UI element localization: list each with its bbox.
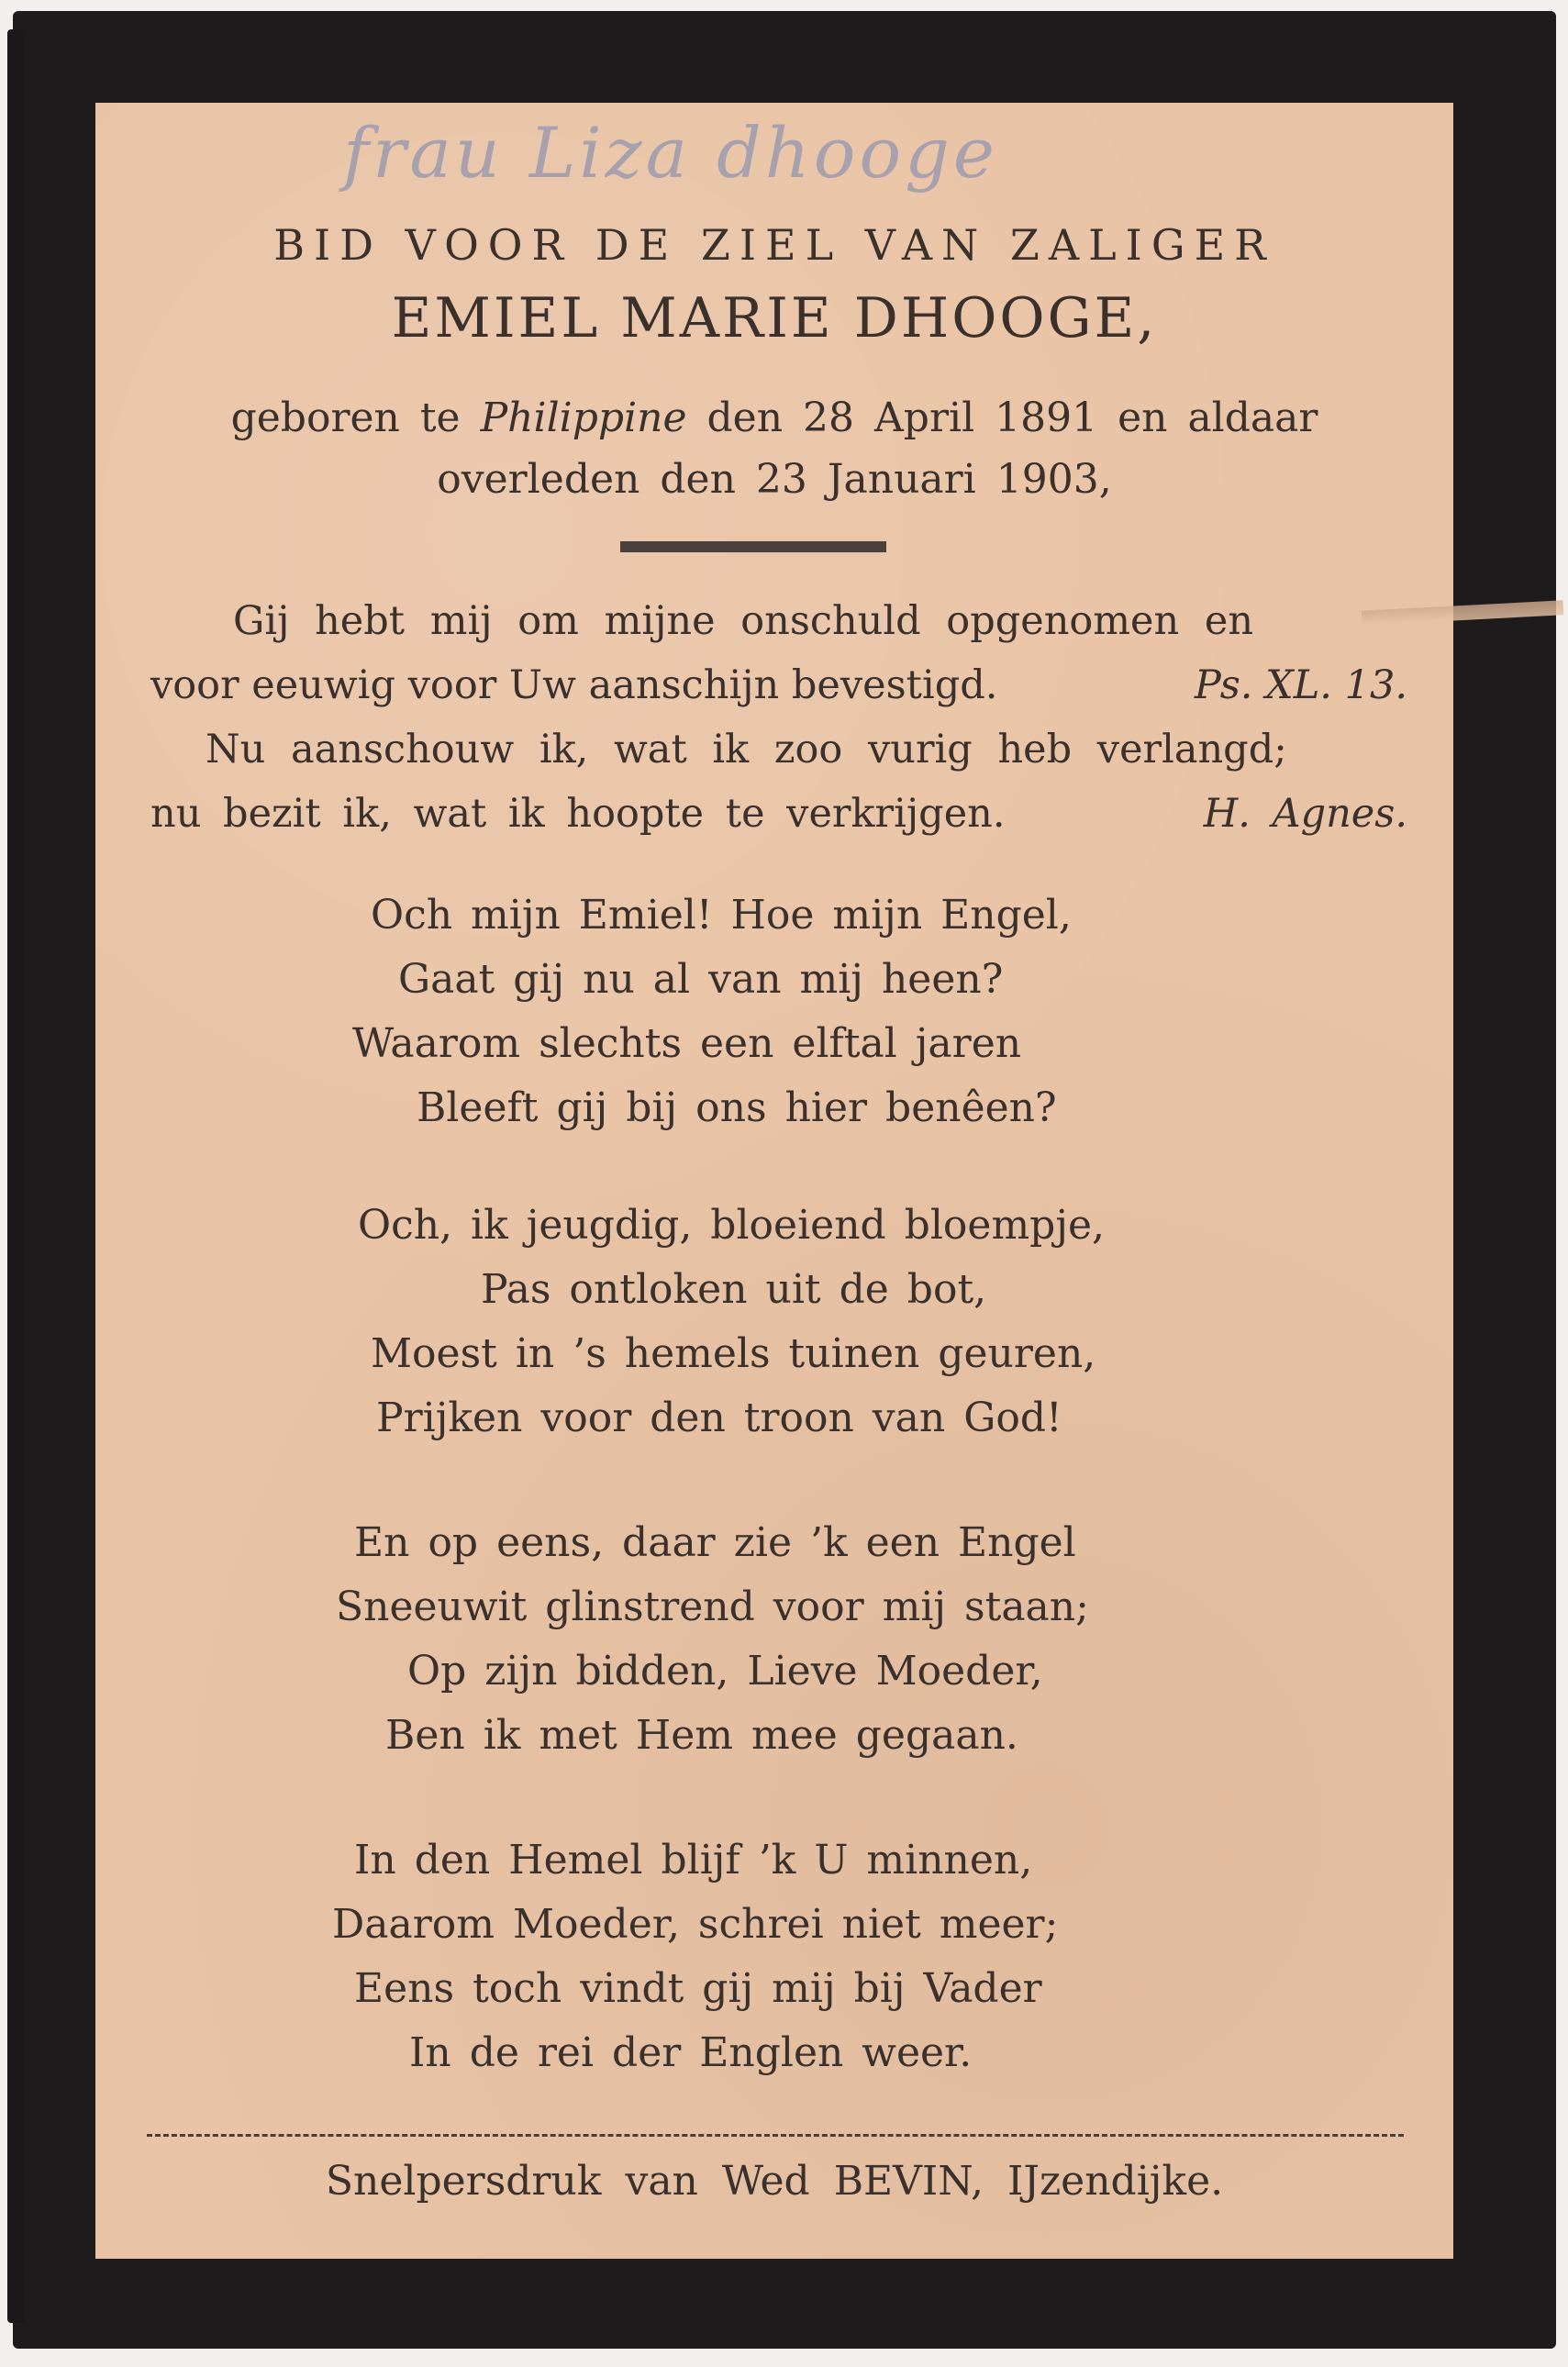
prayer-heading: BID VOOR DE ZIEL VAN ZALIGER [273,220,1275,270]
scripture-line [233,598,1417,644]
verse-line: Och, ik jeugdig, bloeiend bloempje, [358,1202,1106,1249]
verse-line: Prijken voor den troon van God! [376,1395,1062,1441]
verse-line: Waarom slechts een elftal jaren [352,1020,1022,1067]
birth-prefix: geboren te [230,394,461,441]
verse-line: In den Hemel blijf ’k U minnen, [354,1837,1033,1884]
scripture-line [150,662,1417,708]
mourning-card [13,11,1556,2349]
verse-line: Ben ik met Hem mee gegaan. [385,1712,1018,1759]
death-line: overleden den 23 Januari 1903, [437,456,1112,503]
birth-date: den 28 April 1891 en aldaar [706,394,1318,441]
scripture-line [150,791,1417,837]
scripture-text: Gij hebt mij om mijne onschuld opgenomen en [233,598,1254,644]
birth-place: Philippine [480,394,687,441]
handwritten-inscription: frau Liza dhooge [343,112,998,194]
verse-line: Op zijn bidden, Lieve Moeder, [407,1648,1043,1695]
verse-line: Moest in ’s hemels tuinen geuren, [371,1330,1096,1377]
card-paper [95,103,1453,2259]
deceased-name: EMIEL MARIE DHOOGE, [391,286,1158,350]
footer-divider [147,2134,1404,2137]
verse-line: Sneeuwit glinstrend voor mij staan; [336,1584,1089,1630]
verse-line: Bleeft gij bij ons hier benêen? [417,1084,1057,1131]
scripture-citation: Ps. XL. 13. [1194,662,1407,708]
divider-rule [620,541,886,552]
printer-imprint: Snelpersdruk van Wed BEVIN, IJzendijke. [325,2158,1224,2205]
scripture-text: nu bezit ik, wat ik hoopte te verkrijgen. [150,791,1006,837]
scripture-text: Nu aanschouw ik, wat ik zoo vurig heb verlangd; [206,727,1287,772]
verse-line: In de rei der Englen weer. [409,2029,973,2076]
verse-line: En op eens, daar zie ’k een Engel [354,1519,1076,1566]
scripture-text: voor eeuwig voor Uw aanschijn bevestigd. [150,662,998,708]
birth-line [95,394,1453,441]
verse-line: Pas ontloken uit de bot, [481,1266,987,1313]
verse-line: Gaat gij nu al van mij heen? [398,956,1004,1003]
verse-line: Och mijn Emiel! Hoe mijn Engel, [371,892,1072,939]
verse-line: Eens toch vindt gij mij bij Vader [354,1965,1042,2012]
scripture-line [206,727,1417,772]
saint-citation: H. Agnes. [1203,791,1407,837]
verse-line: Daarom Moeder, schrei niet meer; [332,1901,1059,1948]
